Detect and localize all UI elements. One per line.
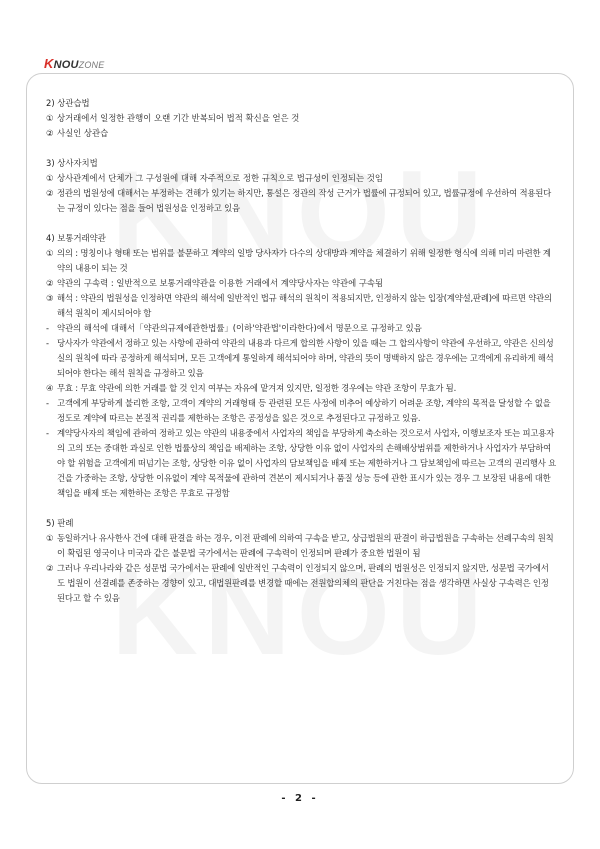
- list-item-text: 상거래에서 일정한 관행이 오랜 기간 반복되어 법적 확신을 얻은 것: [57, 113, 300, 123]
- list-item-text: 고객에게 부당하게 불리한 조항, 고객이 계약의 거래형태 등 관련된 모든 사정에 비추어 예상하기 어려운 조항, 계약의 목적을 달성할 수 없을 정도로 계약에 따르는 본질적 권리를 제한하는 조항은 공정성을 잃은 것으로 추정된다고 규정하고 있음.: [57, 398, 551, 423]
- list-marker: -: [46, 398, 49, 408]
- list-marker: ④: [46, 383, 54, 393]
- document-body: [46, 96, 556, 606]
- list-item-text: 약관의 구속력 : 일반적으로 보통거래약관을 이용한 거래에서 계약당사자는 약관에 구속됨: [57, 278, 384, 288]
- list-item-text: 계약당사자의 책임에 관하여 정하고 있는 약관의 내용중에서 사업자의 책임을 부당하게 축소하는 것으로서 사업자, 이행보조자 또는 피고용자의 고의 또는 중대한 과실로 인한 법률상의 책임을 배제하는 조항, 상당한 이유 없이 사업자의 손해배상범위를 제한하거나 사업자가 부담하여야 할 위험을 고객에게 떠넘기는 조항, 상당한 이유 없이 사업자의 담보책임을 배제 또는 제한하거나 그 담보책임에 따르는 고객의 권리행사 요건을 가중하는 조항, 상당한 이유없이 계약 목적물에 관하여 견본이 제시되거나 품질 성능 등에 관한 표시가 있는 경우 그 보장된 내용에 대한 책임을 배제 또는 제한하는 조항은 무효로 규정함: [57, 428, 556, 498]
- list-item: [46, 171, 556, 186]
- section: [46, 96, 556, 141]
- section-spacer: [46, 141, 556, 156]
- list-marker: -: [46, 338, 49, 348]
- list-marker: ③: [46, 293, 54, 303]
- list-marker: ②: [46, 128, 54, 138]
- list-item-text: 당사자가 약관에서 정하고 있는 사항에 관하여 약관의 내용과 다르게 합의한 사항이 있을 때는 그 합의사항이 약관에 우선하고, 약관은 신의성실의 원칙에 따라 공정하게 해석되며, 모든 고객에게 통일하게 해석되어야 하며, 약관의 뜻이 명백하지 않은 경우에는 고객에게 유리하게 해석되어야 한다는 해석 원칙을 규정하고 있음: [57, 338, 554, 378]
- list-marker: ②: [46, 278, 54, 288]
- list-item-text: 무효 : 무효 약관에 의한 거래를 할 것 인지 여부는 자유에 맡겨져 있지만, 일정한 경우에는 약관 조항이 무효가 됨.: [57, 383, 457, 393]
- list-item-text: 약관의 해석에 대해서「약관의규제에관한법률」(이하'약관법'이라한다)에서 명문으로 규정하고 있음: [57, 323, 422, 333]
- section-spacer: [46, 501, 556, 516]
- list-item: [46, 336, 556, 381]
- section: [46, 156, 556, 216]
- list-marker: -: [46, 428, 49, 438]
- list-marker: ①: [46, 113, 54, 123]
- list-item: [46, 276, 556, 291]
- list-item: [46, 321, 556, 336]
- list-marker: ②: [46, 188, 54, 198]
- list-item-text: 해석 : 약관의 법원성을 인정하면 약관의 해석에 일반적인 법규 해석의 원칙이 적용되지만, 인정하지 않는 입장(계약설,판례)에 따르면 약관의 해석 원칙이 제시되어야 함: [57, 293, 552, 318]
- section-spacer: [46, 216, 556, 231]
- list-item: [46, 111, 556, 126]
- list-item: [46, 381, 556, 396]
- logo-letters-nou: NOU: [53, 59, 79, 71]
- logo-letters-zone: ZONE: [78, 60, 105, 70]
- list-marker: -: [46, 323, 50, 333]
- list-item: [46, 426, 556, 501]
- list-marker: ①: [46, 533, 54, 543]
- list-item: [46, 126, 556, 141]
- list-marker: ①: [46, 248, 54, 258]
- list-item: [46, 561, 556, 606]
- list-item: [46, 291, 556, 321]
- section-title: 3) 상사자치법: [46, 158, 98, 168]
- list-item-text: 그러나 우리나라와 같은 성문법 국가에서는 판례에 일반적인 구속력이 인정되지 않으며, 판례의 법원성은 인정되지 않지만, 성문법 국가에서도 법원이 선결례를 존중하는 경향이 있고, 대법원판례를 변경할 때에는 전원합의체의 판단을 거친다는 점을 생각하면 사실상 구속력은 인정된다고 할 수 있음: [57, 563, 549, 603]
- list-item: [46, 531, 556, 561]
- list-item: [46, 396, 556, 426]
- section: [46, 231, 556, 501]
- page-frame: [26, 73, 574, 784]
- list-item-text: 정관의 법원성에 대해서는 부정하는 견해가 있기는 하지만, 통설은 정관의 작성 근거가 법률에 규정되어 있고, 법률규정에 우선하여 적용된다는 규정이 있다는 점을 들어 법원성을 인정하고 있음: [57, 188, 552, 213]
- list-item: [46, 246, 556, 276]
- logo-letter-k: K: [44, 56, 54, 71]
- list-item-text: 상사관계에서 단체가 그 구성원에 대해 자주적으로 정한 규칙으로 법규성이 인정되는 것임: [57, 173, 383, 183]
- section-title: 2) 상관습법: [46, 98, 90, 108]
- list-item-text: 동일하거나 유사한사 건에 대해 판결을 하는 경우, 이전 판례에 의하여 구속을 받고, 상급법원의 판결이 하급법원을 구속하는 선례구속의 원칙이 확립된 영국이나 미국과 같은 불문법 국가에서는 판례에 구속력이 인정되며 판례가 중요한 법원이 됨: [57, 533, 554, 558]
- section-title: 5) 판례: [46, 518, 74, 528]
- section-title: 4) 보통거래약관: [46, 233, 106, 243]
- list-marker: ②: [46, 563, 54, 573]
- knouzone-logo: [44, 56, 104, 71]
- list-marker: ①: [46, 173, 54, 183]
- list-item-text: 의의 : 명칭이나 형태 또는 범위를 불문하고 계약의 일방 당사자가 다수의 상대방과 계약을 체결하기 위해 일정한 형식에 의해 미리 마련한 계약의 내용이 되는 것: [57, 248, 551, 273]
- section: [46, 516, 556, 606]
- list-item: [46, 186, 556, 216]
- page-number: - 2 -: [281, 793, 319, 804]
- list-item-text: 사실인 상관습: [57, 128, 109, 138]
